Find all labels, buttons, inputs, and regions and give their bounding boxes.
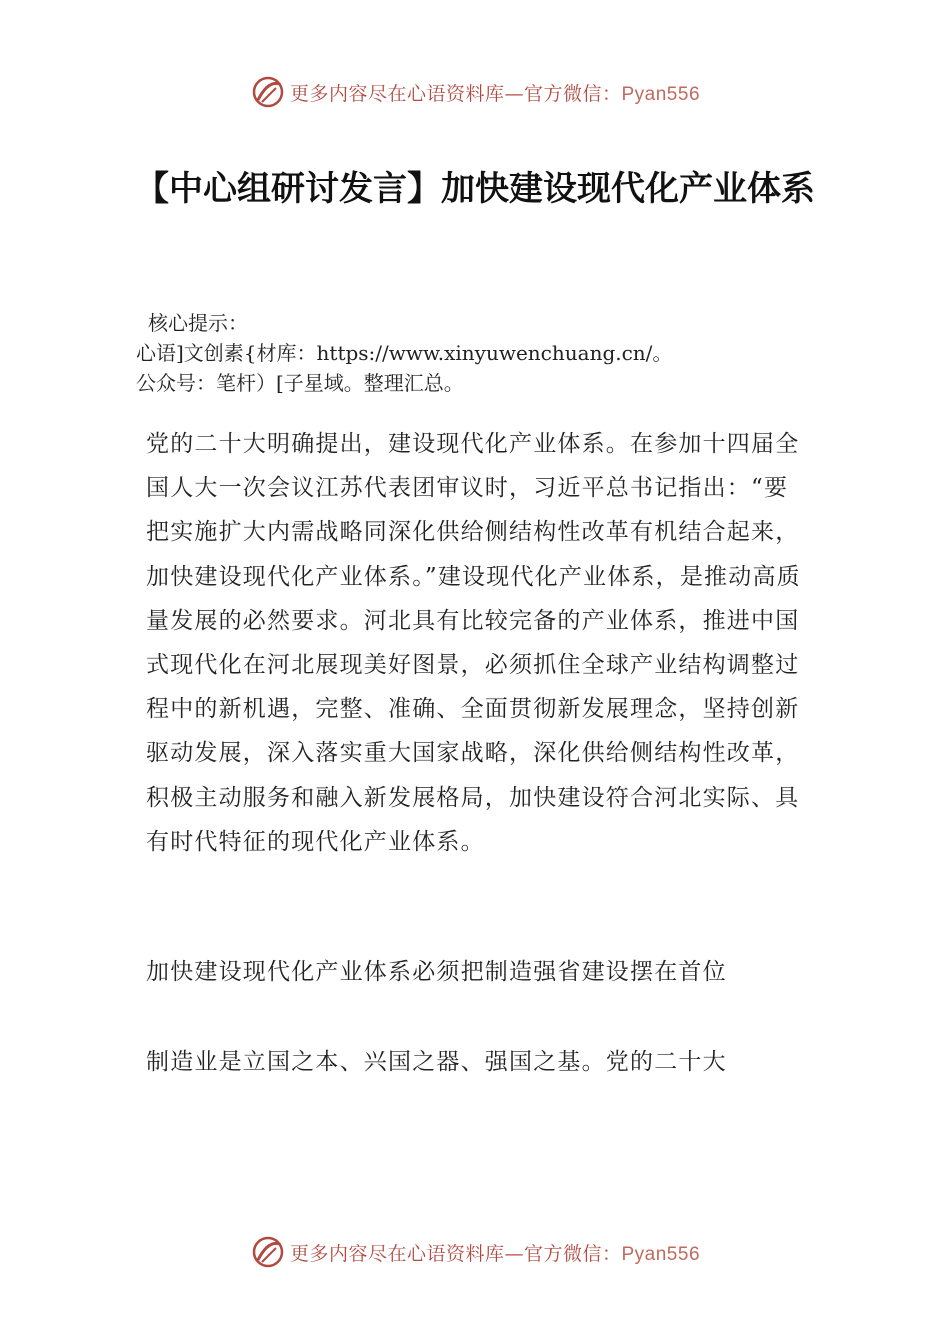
hint-line-2: 公众号：笔杆）[子星域。整理汇总。 <box>136 371 464 395</box>
header-watermark <box>0 72 950 112</box>
logo-icon <box>250 74 286 110</box>
hint-block <box>136 308 836 398</box>
wechat-id: Pyan556 <box>621 1243 701 1265</box>
watermark-text: 更多内容尽在心语资料库—官方微信：Pyan556 <box>289 1242 701 1265</box>
hint-label: 核心提示： <box>148 311 248 335</box>
footer-watermark <box>0 1232 950 1272</box>
hint-line-1: 心语]文创素{材库：https://www.xinyuwenchuang.cn/。 <box>136 341 673 365</box>
logo-icon <box>250 1234 286 1270</box>
body-paragraph-2: 制造业是立国之本、兴国之器、强国之基。党的二十大 <box>146 1049 727 1075</box>
body-paragraph-1: 党的二十大明确提出，建设现代化产业体系。在参加十四届全国人大一次会议江苏代表团审议时，习近平总书记指出：“要把实施扩大内需战略同深化供给侧结构性改革有机结合起来，加快建设现代化产业体系。”建设现代化产业体系，是推动高质量发展的必然要求。河北具有比较完备的产业体系，推进中国式现代化在河北展现美好图景，必须抓住全球产业结构调整过程中的新机遇，完整、准确、全面贯彻新发展理念，坚持创新驱动发展，深入落实重大国家战略，深化供给侧结构性改革，积极主动服务和融入新发展格局，加快建设符合河北实际、具有时代特征的现代化产业体系。 <box>146 431 801 855</box>
wechat-id: Pyan556 <box>621 83 701 105</box>
section-heading: 加快建设现代化产业体系必须把制造强省建设摆在首位 <box>146 959 727 985</box>
watermark-text: 更多内容尽在心语资料库—官方微信：Pyan556 <box>289 82 701 105</box>
document-title: 【中心组研讨发言】加快建设现代化产业体系 <box>135 169 815 209</box>
